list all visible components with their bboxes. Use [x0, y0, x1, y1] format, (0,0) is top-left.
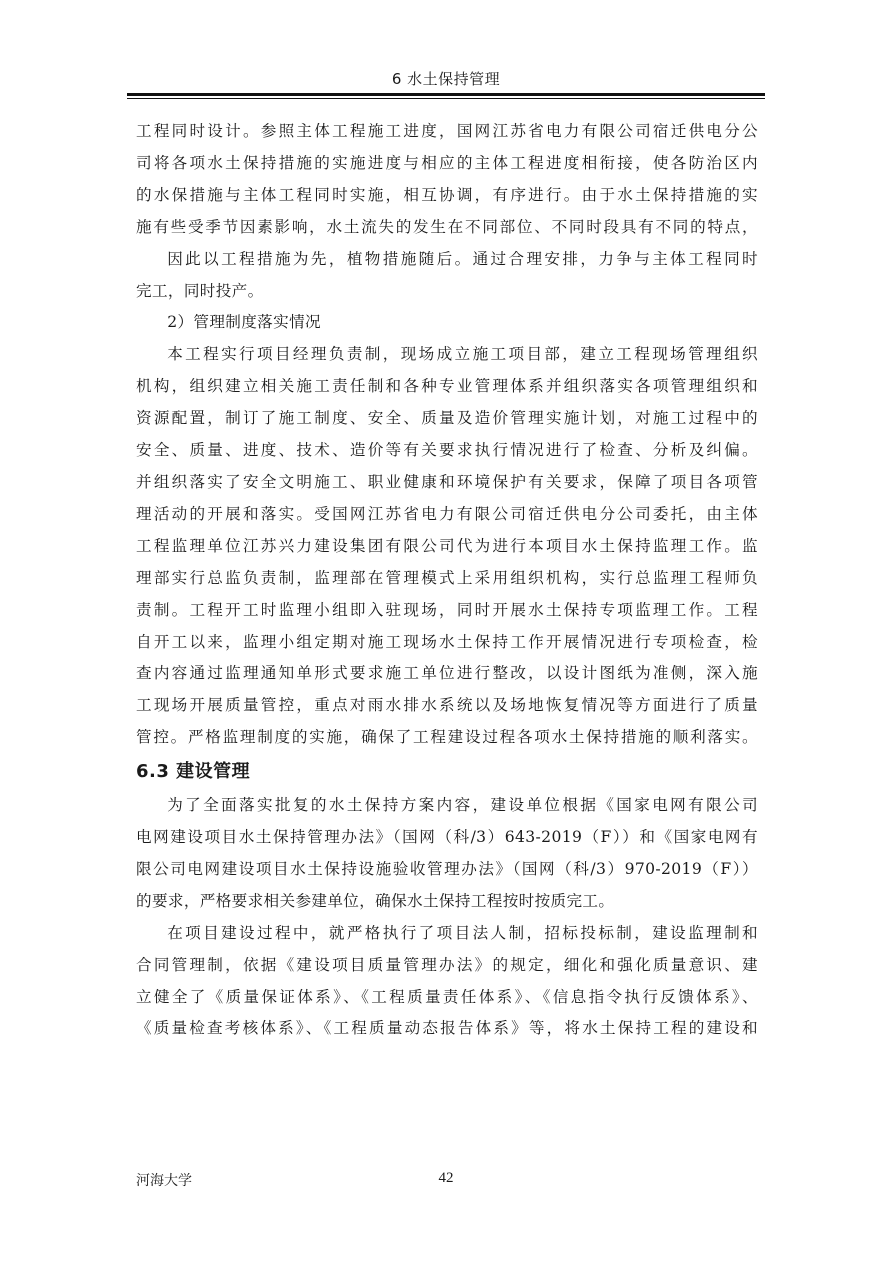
text-line: 工现场开展质量管控，重点对雨水排水系统以及场地恢复情况等方面进行了质量 [136, 696, 758, 715]
text-line: 理部实行总监负责制，监理部在管理模式上采用组织机构，实行总监理工程师负 [136, 568, 758, 587]
text-line: 资源配置，制订了施工制度、安全、质量及造价管理实施计划，对施工过程中的 [136, 409, 758, 428]
running-header: 6 水土保持管理 [391, 70, 501, 88]
text-line: 司将各项水土保持措施的实施进度与相应的主体工程进度相衔接，使各防治区内 [136, 153, 758, 172]
text-line: 理活动的开展和落实。受国网江苏省电力有限公司宿迁供电分公司委托，由主体 [136, 504, 758, 523]
text-line: 合同管理制，依据《建设项目质量管理办法》的规定，细化和强化质量意识、建 [136, 955, 758, 974]
text-line: 施有些受季节因素影响，水土流失的发生在不同部位、不同时段具有不同的特点， [136, 217, 758, 236]
text-line: 查内容通过监理通知单形式要求施工单位进行整改，以设计图纸为准侧，深入施 [136, 664, 758, 683]
text-line: 责制。工程开工时监理小组即入驻现场，同时开展水土保持专项监理工作。工程 [136, 600, 758, 619]
text-line: 管控。严格监理制度的实施，确保了工程建设过程各项水土保持措施的顺利落实。 [136, 728, 758, 747]
text-line: 《质量检查考核体系》、《工程质量动态报告体系》等，将水土保持工程的建设和 [136, 1019, 758, 1038]
page-number: 42 [438, 1170, 454, 1186]
text-line: 本工程实行项目经理负责制，现场成立施工项目部，建立工程现场管理组织 [167, 345, 758, 364]
text-line: 为了全面落实批复的水土保持方案内容，建设单位根据《国家电网有限公司 [167, 796, 758, 815]
text-line: 自开工以来，监理小组定期对施工现场水土保持工作开展情况进行专项检查，检 [136, 632, 758, 651]
subsection-title: 2）管理制度落实情况 [167, 313, 321, 332]
text-line: 的水保措施与主体工程同时实施，相互协调，有序进行。由于水土保持措施的实 [136, 185, 758, 204]
text-line: 在项目建设过程中，就严格执行了项目法人制，招标投标制，建设监理制和 [167, 923, 758, 942]
text-line: 工程同时设计。参照主体工程施工进度，国网江苏省电力有限公司宿迁供电分公 [136, 122, 758, 140]
text-line: 安全、质量、进度、技术、造价等有关要求执行情况进行了检查、分析及纠偏。 [136, 441, 758, 460]
body-text [136, 116, 758, 1045]
text-line: 并组织落实了安全文明施工、职业健康和环境保护有关要求，保障了项目各项管 [136, 472, 758, 491]
text-line: 的要求，严格要求相关参建单位，确保水土保持工程按时按质完工。 [136, 891, 615, 910]
text-line: 工程监理单位江苏兴力建设集团有限公司代为进行本项目水土保持监理工作。监 [136, 536, 758, 555]
text-line: 完工，同时投产。 [136, 281, 264, 300]
section-heading: 6.3 建设管理 [136, 761, 251, 783]
text-line: 限公司电网建设项目水土保持设施验收管理办法》（国网（科/3）970-2019（F）） [136, 859, 758, 878]
text-line: 立健全了《质量保证体系》、《工程质量责任体系》、《信息指令执行反馈体系》、 [136, 987, 758, 1006]
text-line: 因此以工程措施为先，植物措施随后。通过合理安排，力争与主体工程同时 [167, 249, 758, 268]
text-line: 电网建设项目水土保持管理办法》（国网（科/3）643-2019（F））和《国家电网有 [136, 828, 758, 847]
footer-institution: 河海大学 [136, 1173, 192, 1189]
text-line: 机构，组织建立相关施工责任制和各种专业管理体系并组织落实各项管理组织和 [136, 377, 758, 396]
header-rule-thick [127, 93, 765, 96]
header-rule-thin [127, 98, 765, 99]
